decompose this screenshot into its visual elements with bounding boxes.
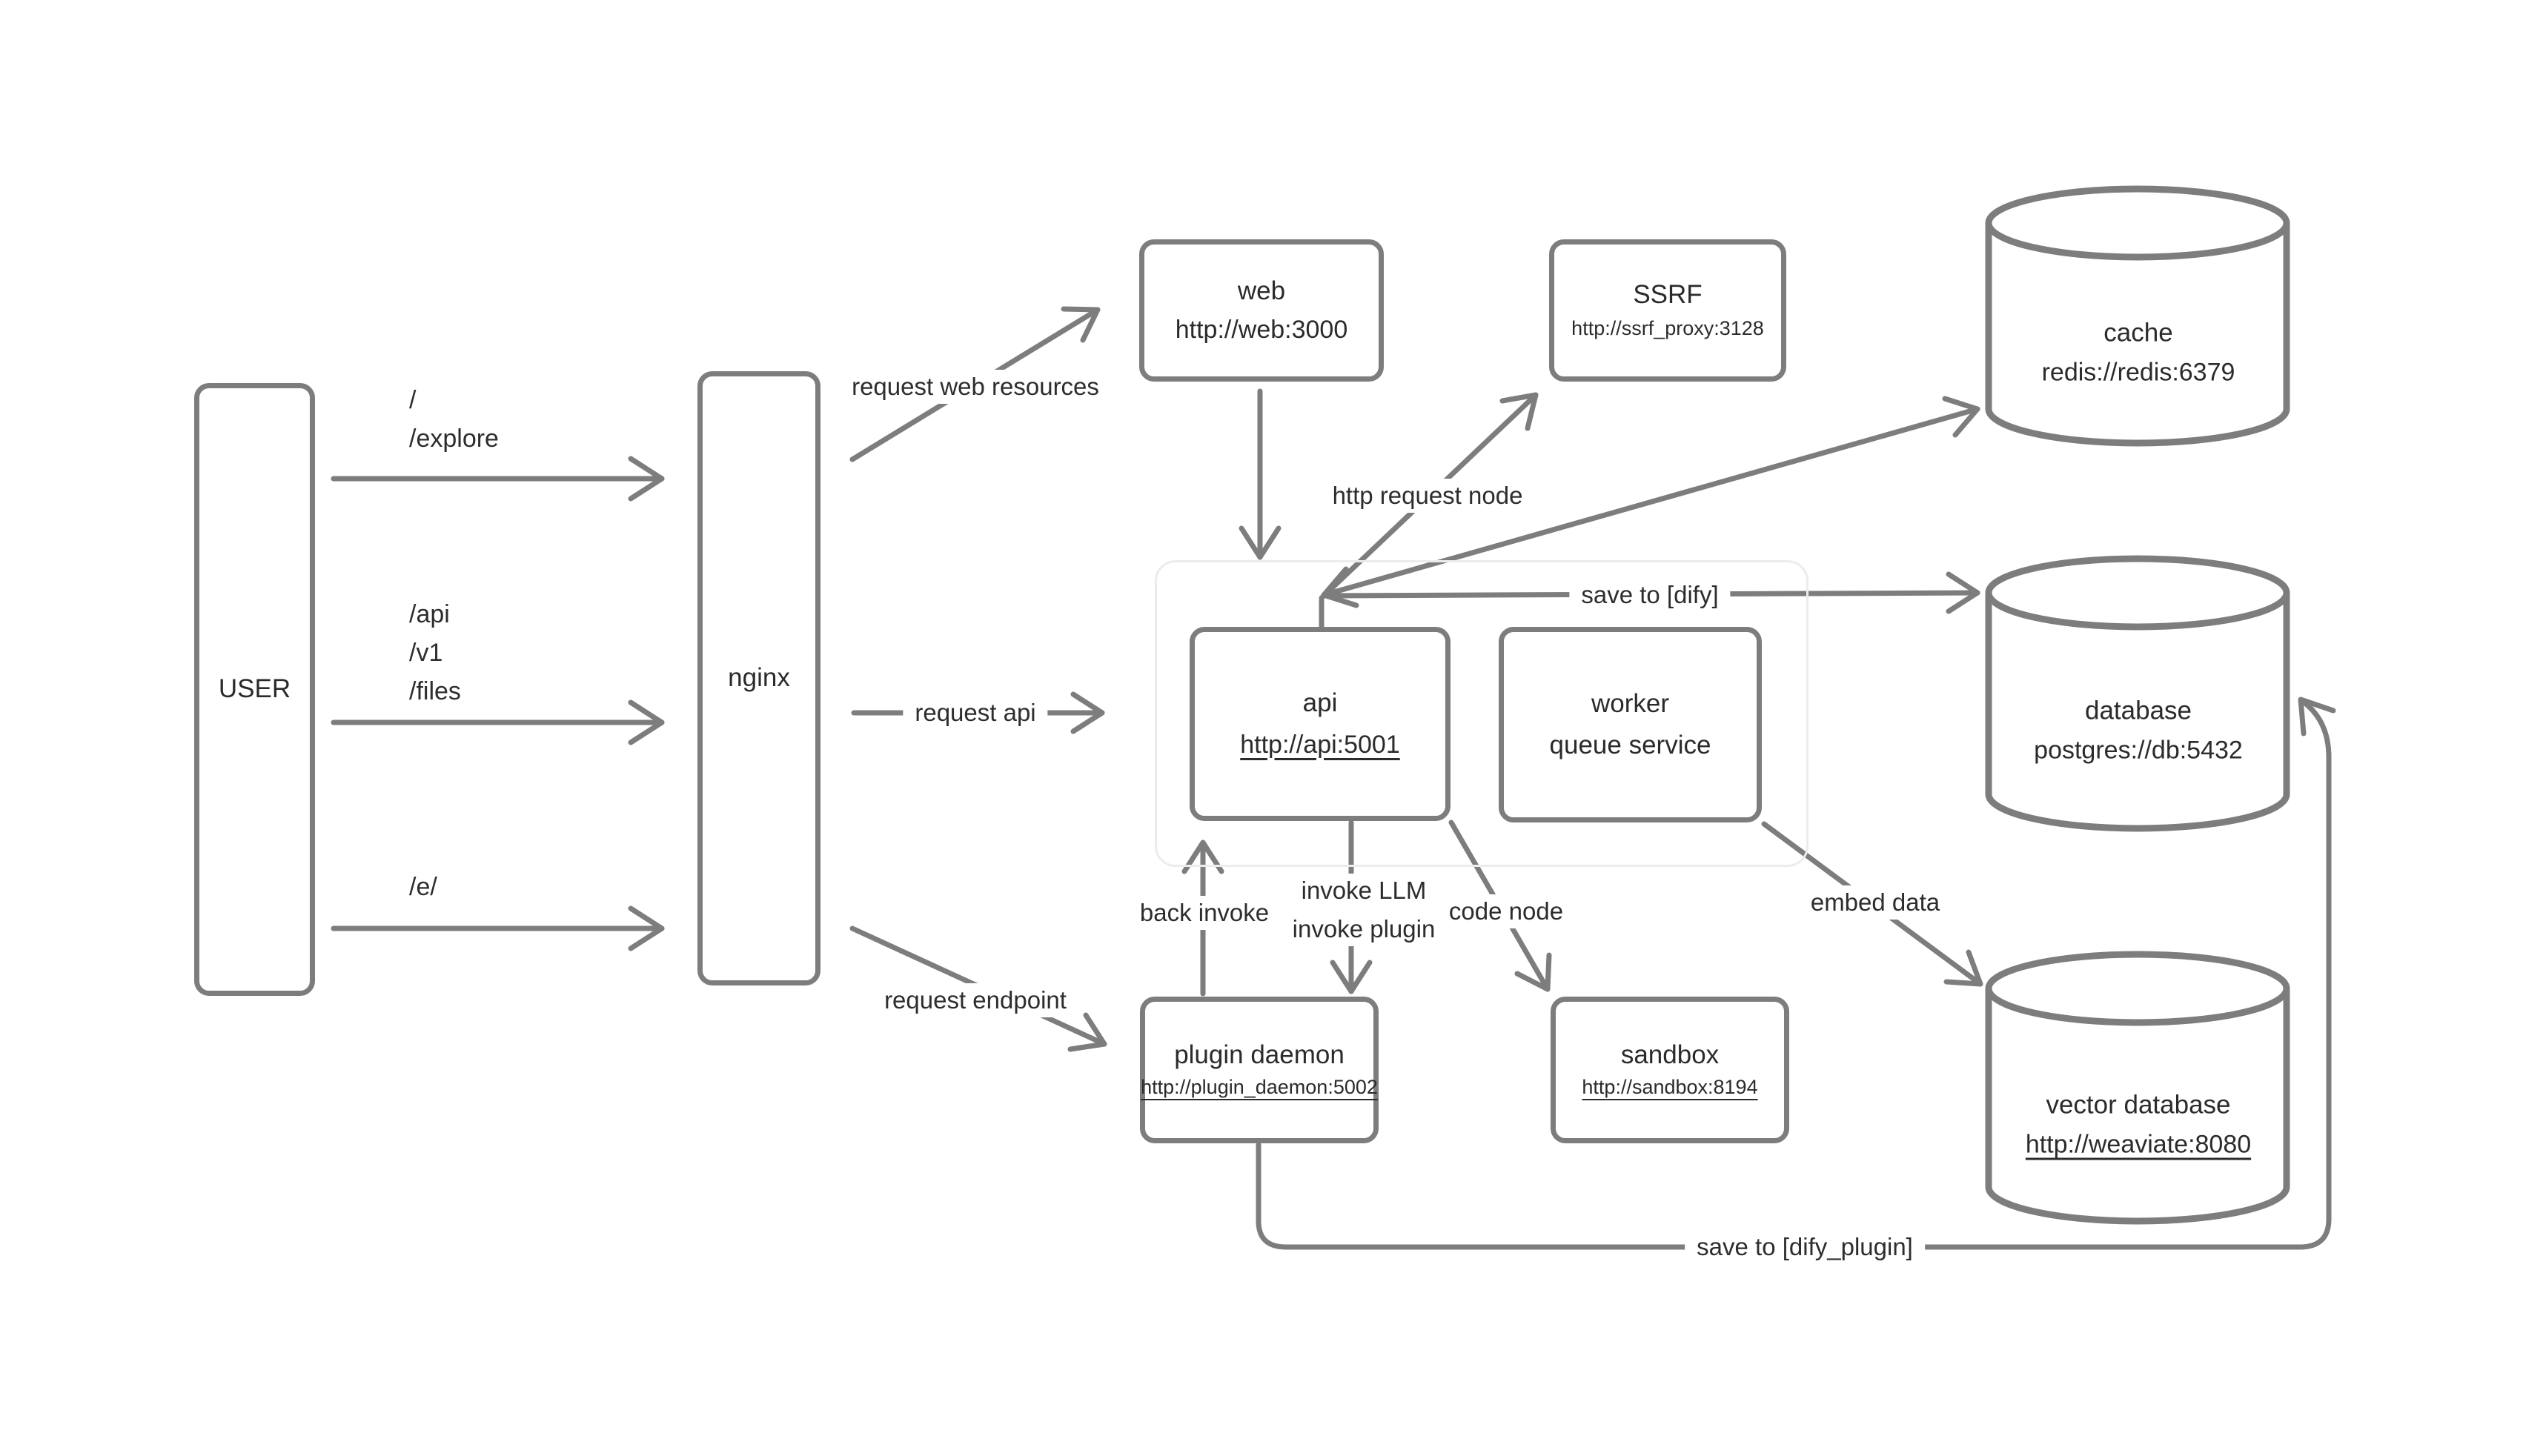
node-ssrf-label: SSRF <box>1633 279 1703 309</box>
edge-label-request-web-resources: request web resources <box>840 370 1111 404</box>
edge-user-nginx-e <box>334 908 662 948</box>
edge-user-nginx-api <box>334 702 662 742</box>
edge-label-save-to-dify: save to [dify] <box>1569 578 1730 612</box>
node-user <box>194 383 315 996</box>
edge-label-request-api: request api <box>903 696 1047 730</box>
edge-label-invoke-plugin: invoke plugin <box>1292 915 1436 943</box>
cylinder-vector-database-shape <box>1989 954 2287 1221</box>
node-web-label: web <box>1237 276 1286 306</box>
cylinder-cache-label: cache <box>2103 318 2173 348</box>
cylinder-cache-url: redis://redis:6379 <box>2041 358 2235 387</box>
node-worker-subtitle: queue service <box>1549 731 1711 759</box>
route-endpoint-line-1: /e/ <box>409 873 437 901</box>
node-plugin-daemon-label: plugin daemon <box>1174 1040 1345 1069</box>
edge-label-code-node: code node <box>1437 894 1575 928</box>
route-web-line-2: /explore <box>409 425 499 453</box>
cylinder-cache-shape <box>1989 189 2287 443</box>
route-label-web <box>409 381 499 458</box>
node-api-url[interactable]: http://api:5001 <box>1240 730 1400 759</box>
cylinder-database-shape <box>1989 559 2287 828</box>
edge-label-http-request-node: http request node <box>1321 479 1535 513</box>
cylinder-vector-database-url[interactable]: http://weaviate:8080 <box>2025 1130 2252 1159</box>
route-api-line-3: /files <box>409 677 461 705</box>
node-worker <box>1499 627 1762 822</box>
node-sandbox-label: sandbox <box>1620 1040 1720 1069</box>
node-api <box>1190 627 1451 821</box>
node-api-label: api <box>1302 688 1338 718</box>
cylinder-cache <box>1989 319 2288 388</box>
edge-label-request-endpoint: request endpoint <box>872 983 1078 1017</box>
node-nginx <box>697 371 820 985</box>
route-web-line-1: / <box>409 386 417 414</box>
node-user-label: USER <box>218 674 291 704</box>
cylinder-database-url: postgres://db:5432 <box>2034 736 2243 765</box>
edge-label-invoke <box>1281 874 1448 946</box>
node-ssrf <box>1549 239 1786 382</box>
cylinder-database <box>1989 697 2288 765</box>
node-sandbox-url[interactable]: http://sandbox:8194 <box>1582 1076 1758 1099</box>
edge-user-nginx-root <box>334 459 662 499</box>
node-plugin-daemon-url[interactable]: http://plugin_daemon:5002 <box>1141 1076 1378 1099</box>
edge-label-embed-data: embed data <box>1799 885 1952 920</box>
edge-web-api <box>1241 391 1279 557</box>
node-ssrf-url: http://ssrf_proxy:3128 <box>1571 317 1764 340</box>
node-sandbox <box>1551 997 1789 1143</box>
edge-label-invoke-llm: invoke LLM <box>1301 877 1427 904</box>
node-web-url: http://web:3000 <box>1175 315 1348 344</box>
cylinder-vector-database-label: vector database <box>2046 1090 2231 1120</box>
cylinder-vector-database <box>1989 1091 2288 1160</box>
edge-label-save-to-dify-plugin: save to [dify_plugin] <box>1685 1230 1925 1264</box>
edge-label-back-invoke: back invoke <box>1128 896 1281 930</box>
node-web <box>1139 239 1384 382</box>
cylinder-database-label: database <box>2084 696 2192 725</box>
node-worker-label: worker <box>1591 688 1670 718</box>
route-label-endpoint <box>409 868 437 906</box>
route-label-api <box>409 595 461 711</box>
route-api-line-1: /api <box>409 600 450 628</box>
route-api-line-2: /v1 <box>409 639 443 667</box>
node-nginx-label: nginx <box>728 663 790 693</box>
node-plugin-daemon <box>1140 997 1379 1143</box>
